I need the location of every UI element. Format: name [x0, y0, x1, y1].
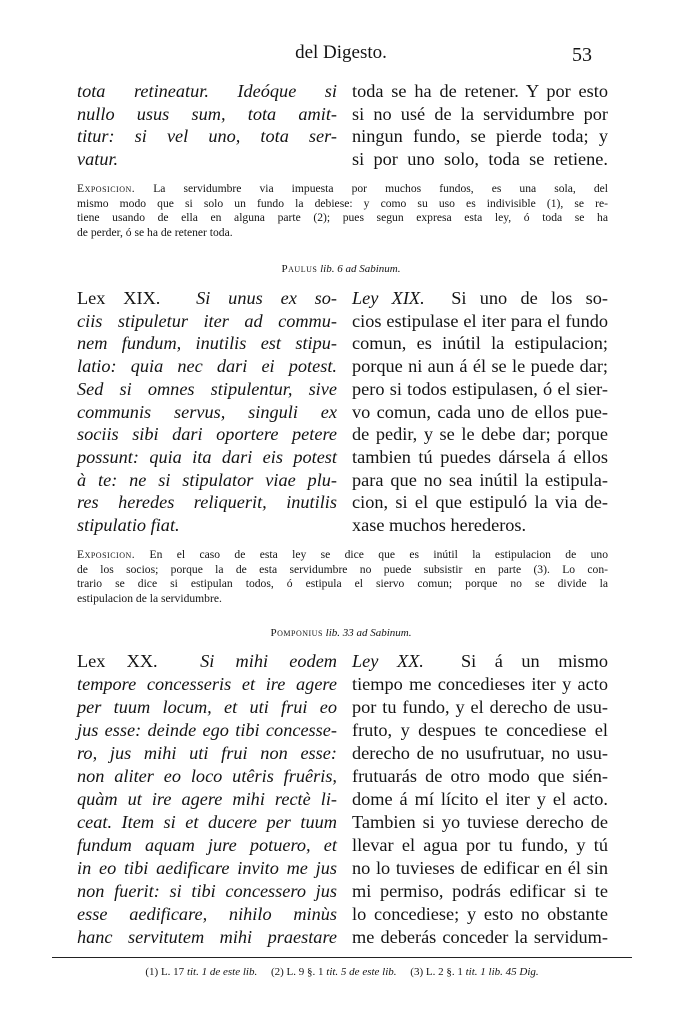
spanish-column-law-19: [352, 287, 608, 537]
latin-line: Si unus ex so-: [196, 288, 338, 308]
spanish-column-continuation: [352, 80, 608, 170]
latin-line: à te: ne si stipulator viae plu-: [77, 469, 337, 490]
latin-line: nullo usus sum, tota amit-: [77, 103, 337, 124]
exposition-line: En el caso de esta ley se dice que es inútil la estipulacion de uno: [149, 548, 608, 561]
latin-line: quàm ut ire agere mihi rectè li-: [77, 789, 337, 809]
latin-line: per tuum locum, et uti frui eo: [77, 697, 337, 717]
source-attribution: [0, 263, 682, 275]
footnote-ref: L. 17: [160, 966, 185, 978]
spanish-line: vo comun, cada uno de ellos pue-: [352, 401, 608, 422]
footnote-number: (3): [410, 966, 424, 978]
spanish-line: derecho de no usufrutuar, no usu-: [352, 743, 608, 763]
spanish-line: tiempo me concedieses iter y acto: [352, 674, 608, 694]
footnote-ref: L. 2 §. 1: [425, 966, 463, 978]
latin-column-law-19: [77, 287, 337, 537]
attribution-author: Paulus: [281, 263, 318, 275]
exposition-line: mismo modo que si solo un fundo la debiese: y como su uso es indivisible (1), se re-: [77, 196, 608, 210]
footnote-number: (2): [270, 966, 284, 978]
latin-line: fundum aquam jure potuero, et: [77, 835, 337, 855]
exposition-line: trario se dice si estipulan todos, ó estipula el siervo comun; porque no se divide la: [77, 577, 608, 590]
latin-line: possunt: quia ita dari eis potest: [77, 446, 337, 467]
latin-column-continuation: [77, 80, 337, 170]
exposition-line: de perder, ó se ha de retener toda.: [77, 225, 233, 239]
latin-line: vatur.: [77, 148, 119, 169]
spanish-line: xase muchos herederos.: [352, 515, 527, 536]
latin-line: non aliter eo loco utêris fruêris,: [77, 766, 337, 786]
spanish-line: llevar el agua por tu fundo, y tú: [352, 835, 608, 855]
exposition-label: Exposicion.: [77, 182, 136, 195]
footnote-text: tit. 5 de este lib.: [326, 966, 397, 978]
latin-line: jus esse: deinde ego tibi concesse-: [77, 720, 337, 740]
latin-line: ro, jus mihi uti frui non esse:: [77, 743, 337, 763]
spanish-line: dome á mí lícito el iter y el acto.: [352, 789, 608, 809]
spanish-line: pero si todos estipulasen, ó el sier-: [352, 378, 608, 399]
exposition-paragraph: [77, 182, 608, 240]
footnote-text: tit. 1 de este lib.: [186, 966, 258, 978]
latin-line: esse aedificare, nihilo minùs: [77, 904, 337, 924]
law-heading: Ley XX.: [352, 651, 424, 671]
latin-line: hanc servitutem mihi praestare: [77, 927, 337, 947]
latin-line: ceat. Item si et ducere per tuum: [77, 812, 337, 832]
latin-line: latio: quia nec dari ei potest.: [77, 356, 337, 377]
exposition-line: de los socios; porque la de esta servidumbre no puede subsistir en parte (3). Lo con-: [77, 562, 608, 576]
spanish-line: frutuarás de otro modo que sién-: [352, 766, 608, 786]
spanish-line: Tambien si yo tuviese derecho de: [352, 812, 608, 832]
attribution-source: lib. 33 ad Sabinum.: [325, 627, 412, 639]
spanish-line: ningun fundo, se pierde toda; y: [352, 126, 608, 146]
footnote-ref: L. 9 §. 1: [286, 966, 324, 978]
footnote-rule: [52, 957, 632, 958]
latin-column-law-20: [77, 650, 337, 949]
attribution-author: Pomponius: [270, 627, 323, 639]
page-number: 53: [572, 44, 592, 66]
latin-line: titur: si vel uno, tota ser-: [77, 126, 337, 146]
spanish-line: lo concediese; y esto no obstante: [352, 904, 608, 924]
spanish-line: no lo tuvieses de edificar en él sin: [352, 858, 608, 878]
spanish-line: porque ni aun á él se le puede dar;: [352, 356, 608, 377]
spanish-line: tambien tú puedes dársela á ellos: [352, 446, 608, 467]
exposition-line: La servidumbre via impuesta por muchos fundos, es una sola, del: [153, 182, 608, 195]
footnote-number: (1): [145, 966, 159, 978]
latin-line: ciis stipuletur iter ad commu-: [77, 310, 337, 331]
source-attribution: [0, 627, 682, 639]
spanish-line: me deberás conceder la servidum-: [352, 927, 608, 947]
latin-line: res heredes reliquerit, inutilis: [77, 492, 337, 513]
spanish-line: para que no sea inútil la estipula-: [352, 469, 608, 490]
exposition-line: tiene usando de ella en alguna parte (2); pues segun expresa esta ley, ó toda se ha: [77, 211, 608, 224]
spanish-line: cion, si el que estipuló la via de-: [352, 492, 608, 513]
spanish-line: cios estipulase el iter para el fundo: [352, 310, 608, 331]
footnotes: [52, 966, 632, 978]
spanish-line: comun, es inútil la estipulacion;: [352, 333, 608, 354]
spanish-column-law-20: [352, 650, 608, 949]
law-heading: Lex XIX.: [77, 288, 161, 308]
spanish-line: Si uno de los so-: [451, 288, 608, 308]
latin-line: tempore concesseris et ire agere: [77, 674, 337, 694]
latin-line: sociis sibi dari oportere petere: [77, 424, 337, 445]
footnote: [410, 966, 538, 978]
spanish-line: fruto, y despues te concediese el: [352, 720, 608, 740]
latin-line: nem fundum, inutilis est stipu-: [77, 333, 337, 354]
spanish-line: Si á un mismo: [460, 651, 608, 671]
latin-line: non fuerit: si tibi concessero jus: [77, 881, 337, 901]
latin-line: Si mihi eodem: [200, 651, 338, 671]
spanish-line: por tu fundo, y el derecho de usu-: [352, 697, 608, 717]
latin-line: in eo tibi aedificare invito me jus: [77, 858, 337, 878]
footnote: [271, 966, 397, 978]
exposition-paragraph: [77, 548, 608, 606]
footnote: [145, 966, 257, 978]
spanish-line: de pedir, y se le debe dar; porque: [352, 424, 608, 445]
law-heading: Ley XIX.: [352, 288, 425, 308]
latin-line: Sed si omnes stipulentur, sive: [77, 378, 337, 399]
spanish-line: mi permiso, podrás edificar si te: [352, 881, 608, 901]
spanish-line: si por uno solo, toda se retiene.: [352, 148, 608, 169]
exposition-line: estipulacion de la servidumbre.: [77, 591, 222, 605]
latin-line: stipulatio fiat.: [77, 515, 180, 536]
latin-line: communis servus, singuli ex: [77, 401, 337, 422]
latin-line: tota retineatur. Ideóque si: [77, 81, 337, 101]
spanish-line: si no usé de la servidumbre por: [352, 103, 608, 124]
footnote-text: tit. 1 lib. 45 Dig.: [465, 966, 539, 978]
spanish-line: toda se ha de retener. Y por esto: [352, 81, 608, 101]
law-heading: Lex XX.: [77, 651, 158, 671]
attribution-source: lib. 6 ad Sabinum.: [320, 263, 401, 275]
running-header: del Digesto.: [295, 42, 387, 63]
exposition-label: Exposicion.: [77, 548, 136, 561]
